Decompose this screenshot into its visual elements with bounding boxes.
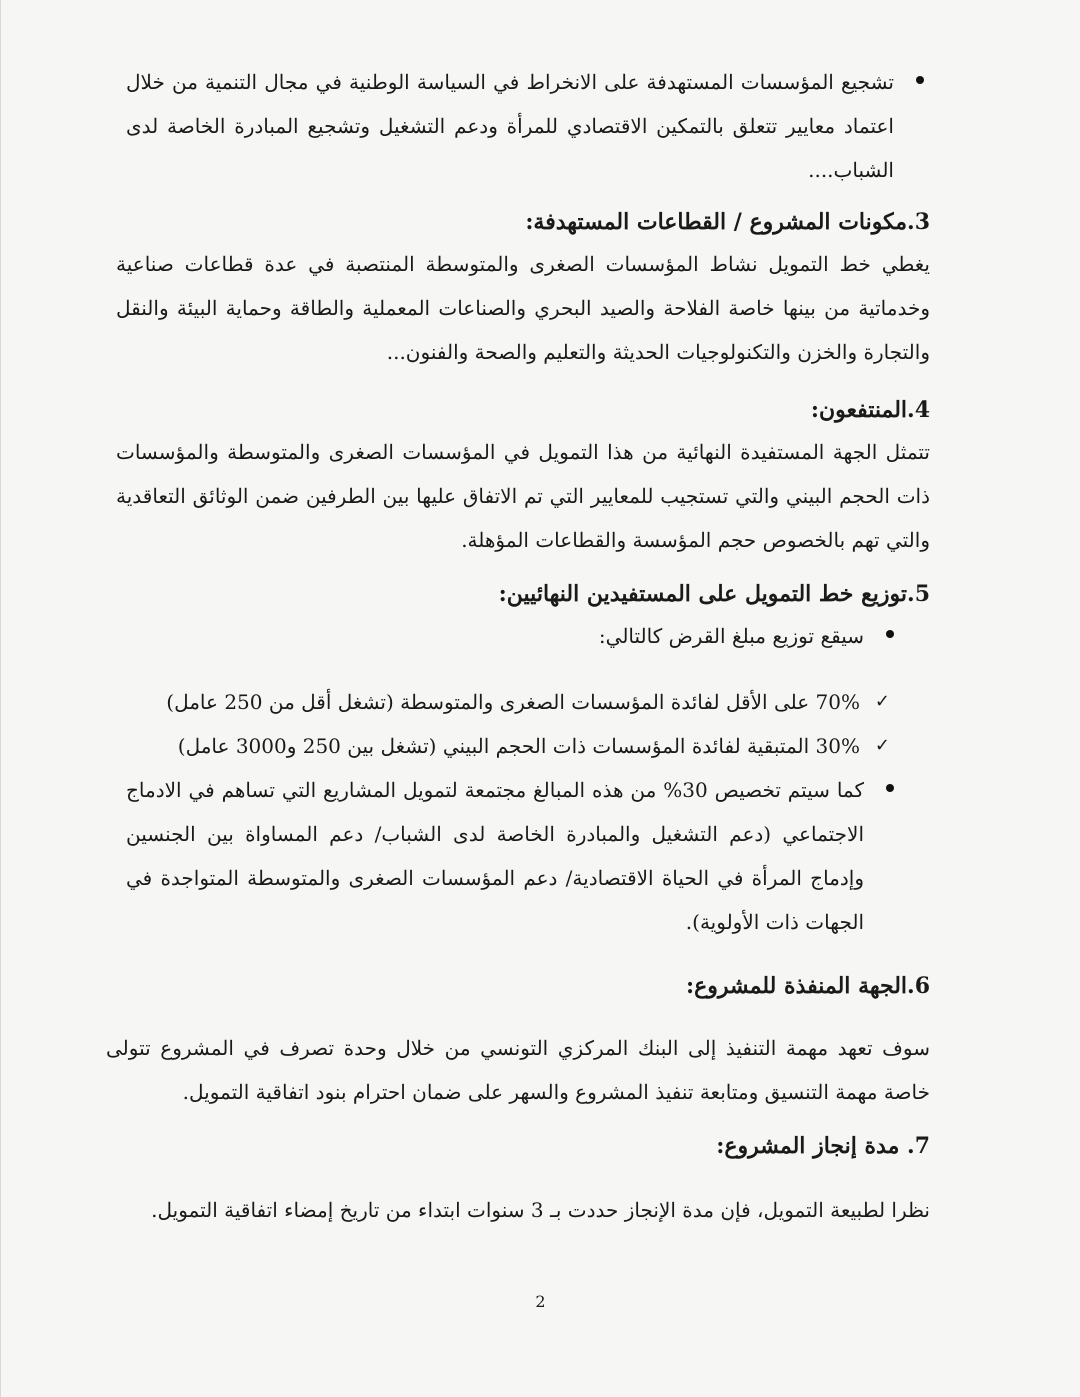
- section-5-bullet-2: [126, 768, 900, 944]
- document-body: [106, 60, 930, 1232]
- section-5-heading: 5.توزيع خط التمويل على المستفيدين النهائيين:: [498, 581, 930, 607]
- section-6-body: سوف تعهد مهمة التنفيذ إلى البنك المركزي التونسي من خلال وحدة تصرف في المشروع تتولى خاصة مهمة التنسيق ومتابعة تنفيذ المشروع والسهر على ضمان احترام بنود اتفاقية التمويل.: [106, 1036, 930, 1104]
- section-5-check-2: [126, 724, 900, 768]
- section-5-bullet-2-text: كما سيتم تخصيص 30% من هذه المبالغ مجتمعة لتمويل المشاريع التي تساهم في الادماج الاجتماعي (دعم التشغيل والمبادرة الخاصة لدى الشباب/ دعم المساواة بين الجنسين وإدماج المرأة في الحياة الاقتصادية/ دعم المؤسسات الصغرى والمتوسطة المتواجدة في الجهات ذات الأولوية).: [126, 778, 865, 934]
- section-4-heading: 4.المنتفعون:: [810, 397, 930, 423]
- section-6-heading: 6.الجهة المنفذة للمشروع:: [686, 973, 930, 999]
- section-5-bullet-1: [126, 614, 900, 658]
- section-7-heading: 7. مدة إنجاز المشروع:: [716, 1133, 930, 1159]
- checkmark-icon: ✓: [874, 691, 890, 712]
- bullet-dot-icon: [916, 76, 924, 84]
- intro-bullet: [126, 60, 930, 192]
- section-5-check-1-text: 70% على الأقل لفائدة المؤسسات الصغرى والمتوسطة (تشغل أقل من 250 عامل): [166, 690, 860, 714]
- page-number: 2: [535, 1292, 546, 1311]
- bullet-dot-icon: [886, 784, 894, 792]
- section-3-body: يغطي خط التمويل نشاط المؤسسات الصغرى والمتوسطة المنتصبة في عدة قطاعات صناعية وخدماتية من بينها خاصة الفلاحة والصيد البحري والصناعات المعملية والطاقة وحماية البيئة والنقل والتجارة والخزن والتكنولوجيات الحديثة والتعليم والصحة والفنون...: [116, 252, 930, 364]
- section-5-check-1: [126, 680, 900, 724]
- intro-bullet-text: تشجيع المؤسسات المستهدفة على الانخراط في السياسة الوطنية في مجال التنمية من خلال اعتماد معايير تتعلق بالتمكين الاقتصادي للمرأة ودعم التشغيل وتشجيع المبادرة الخاصة لدى الشباب....: [126, 70, 894, 182]
- section-5-check-2-text: 30% المتبقية لفائدة المؤسسات ذات الحجم البيني (تشغل بين 250 و3000 عامل): [177, 734, 860, 758]
- section-3-heading: 3.مكونات المشروع / القطاعات المستهدفة:: [525, 209, 930, 235]
- bullet-dot-icon: [886, 630, 894, 638]
- section-4-body: تتمثل الجهة المستفيدة النهائية من هذا التمويل في المؤسسات الصغرى والمتوسطة والمؤسسات ذات الحجم البيني والتي تستجيب للمعايير التي تم الاتفاق عليها بين الطرفين ضمن الوثائق التعاقدية والتي تهم بالخصوص حجم المؤسسة والقطاعات المؤهلة.: [116, 440, 930, 552]
- section-5-bullet-1-text: سيقع توزيع مبلغ القرض كالتالي:: [598, 624, 864, 648]
- section-7-body: نظرا لطبيعة التمويل، فإن مدة الإنجاز حددت بـ 3 سنوات ابتداء من تاريخ إمضاء اتفاقية التمويل.: [151, 1198, 930, 1222]
- checkmark-icon: ✓: [874, 735, 890, 756]
